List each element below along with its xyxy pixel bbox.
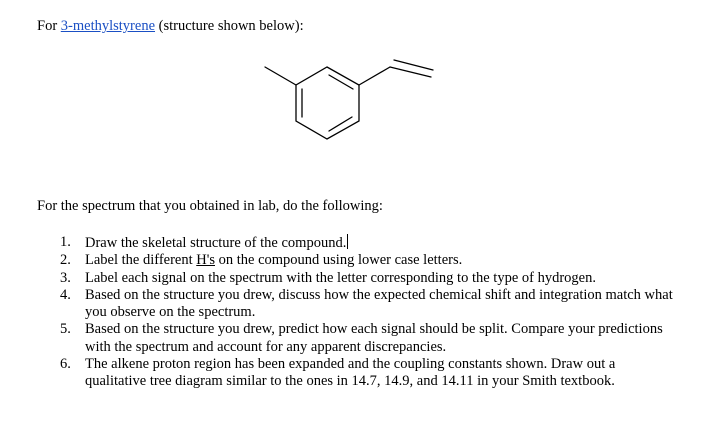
instruction-item	[60, 286, 675, 322]
item-text-after: on the compound using lower case letters.	[214, 252, 463, 269]
item-number: 2.	[60, 252, 71, 269]
benzene-ring	[296, 67, 359, 139]
compound-link[interactable]: 3-methylstyrene	[60, 18, 156, 34]
intro-prefix: For	[37, 18, 61, 34]
item-number: 1.	[60, 234, 71, 250]
aromatic-double-bond-1	[329, 75, 353, 89]
methyl-bond	[265, 67, 296, 85]
item-number: 3.	[60, 269, 71, 286]
hydrogens-term: H's	[196, 252, 215, 269]
instruction-item	[60, 269, 675, 287]
instruction-item	[60, 321, 675, 356]
item-text: Label each signal on the spectrum with the letter corresponding to the type of hydrogen.	[85, 269, 596, 286]
3-methylstyrene-structure	[255, 44, 445, 174]
item-number: 4.	[60, 286, 71, 303]
intro-suffix: (structure shown below):	[155, 18, 304, 34]
item-text: Draw the skeletal structure of the compound.	[85, 235, 347, 251]
item-number: 6.	[60, 356, 71, 373]
instruction-item	[60, 234, 675, 252]
instruction-list	[60, 234, 675, 391]
intro-line	[37, 17, 304, 35]
item-text: Based on the structure you drew, discuss how the expected chemical shift and integration match what you observe on the spectrum.	[85, 286, 673, 321]
instruction-item	[60, 252, 675, 269]
item-text: The alkene proton region has been expanded and the coupling constants shown. Draw out a qualitative tree diagram similar to the ones in 14.7, 14.9, and 14.11 in your Smith textbook.	[85, 356, 616, 390]
item-text-before: Label the different	[85, 252, 197, 269]
text-cursor	[347, 234, 348, 249]
aromatic-double-bond-2	[329, 117, 352, 131]
instruction-item	[60, 356, 675, 391]
vinyl-double-bond-inner	[394, 60, 433, 70]
vinyl-bond	[359, 67, 390, 85]
instructions-lead: For the spectrum that you obtained in lab, do the following:	[37, 198, 383, 214]
item-number: 5.	[60, 321, 71, 338]
item-text: Based on the structure you drew, predict how each signal should be split. Compare your predictions with the spectrum and account for any apparent discrepancies.	[85, 321, 663, 355]
